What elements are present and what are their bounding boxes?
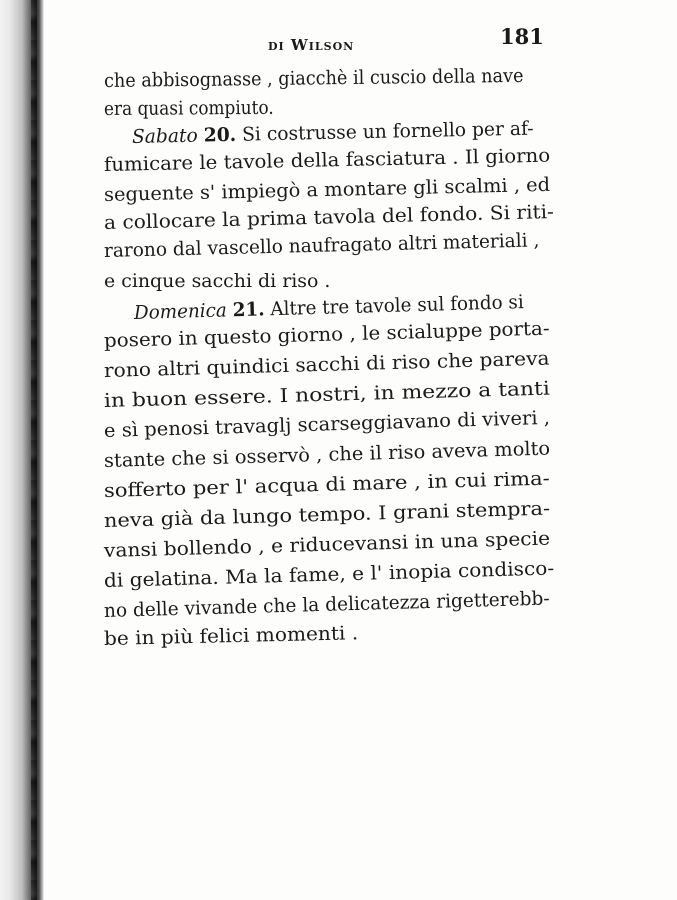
- text-line: [104, 270, 330, 292]
- text-line: [104, 588, 550, 622]
- text-line: [104, 468, 550, 502]
- line-text: neva già da lungo tempo. I grani stempra-: [103, 497, 551, 532]
- line-text: a collocare la prima tavola del fondo. Si riti-: [103, 201, 555, 234]
- line-text: in buon essere. I nostri, in mezzo a tanti: [103, 377, 551, 412]
- entry-day: Sabato: [131, 124, 204, 148]
- line-text: di gelatina. Ma la fame, e l' inopia condisco-: [103, 557, 555, 592]
- text-line: [104, 201, 554, 234]
- page-number: 181: [500, 24, 544, 49]
- text-line: [104, 229, 540, 262]
- text-line: [104, 498, 551, 532]
- text-line: [104, 348, 550, 382]
- text-line: [132, 118, 534, 148]
- text-line: [104, 622, 359, 650]
- text-line: [104, 378, 550, 412]
- line-text: sofferto per l' acqua di mare , in cui rima-: [103, 467, 551, 502]
- line-text: fumicare le tavole della fasciatura . Il giorno: [103, 144, 551, 176]
- line-text: era quasi compiuto.: [103, 96, 274, 120]
- text-line: [104, 145, 551, 176]
- text-line: [104, 174, 551, 206]
- line-text: no delle vivande che la delicatezza rigetterebb-: [103, 587, 550, 622]
- line-text: stante che si osservò , che il riso aveva molto: [103, 437, 551, 472]
- line-text: Altre tre tavole sul fondo si: [264, 291, 524, 321]
- running-head: [268, 36, 354, 54]
- text-line: [104, 65, 524, 92]
- line-text: vansi bollendo , e riducevansi in una specie: [103, 527, 551, 562]
- line-text: rarono dal vascello naufragato altri materiali ,: [103, 229, 540, 262]
- text-line: [104, 438, 551, 472]
- entry-date: 20.: [203, 123, 237, 147]
- line-text: Si costrusse un fornello per af-: [235, 117, 534, 146]
- text-line: [104, 407, 551, 442]
- text-line: [104, 97, 274, 120]
- line-text: e cinque sacchi di riso .: [104, 270, 331, 292]
- text-line: [104, 557, 555, 592]
- line-text: e sì penosi travaglj scarseggiavano di viveri ,: [103, 406, 551, 442]
- line-text: be in più felici momenti .: [103, 622, 359, 650]
- text-line: [104, 528, 551, 562]
- line-text: rono altri quindici sacchi di riso che pareva: [103, 347, 550, 382]
- binding-edge: [0, 0, 44, 900]
- line-text: posero in questo giorno , le scialuppe porta-: [103, 317, 550, 352]
- line-text: che abbisognasse , giacchè il cuscio della nave: [103, 64, 524, 92]
- entry-date: 21.: [232, 298, 265, 322]
- running-head-text: di Wilson: [268, 36, 355, 54]
- entry-day: Domenica: [133, 299, 233, 324]
- line-text: seguente s' impiegò a montare gli scalmi , ed: [103, 173, 551, 206]
